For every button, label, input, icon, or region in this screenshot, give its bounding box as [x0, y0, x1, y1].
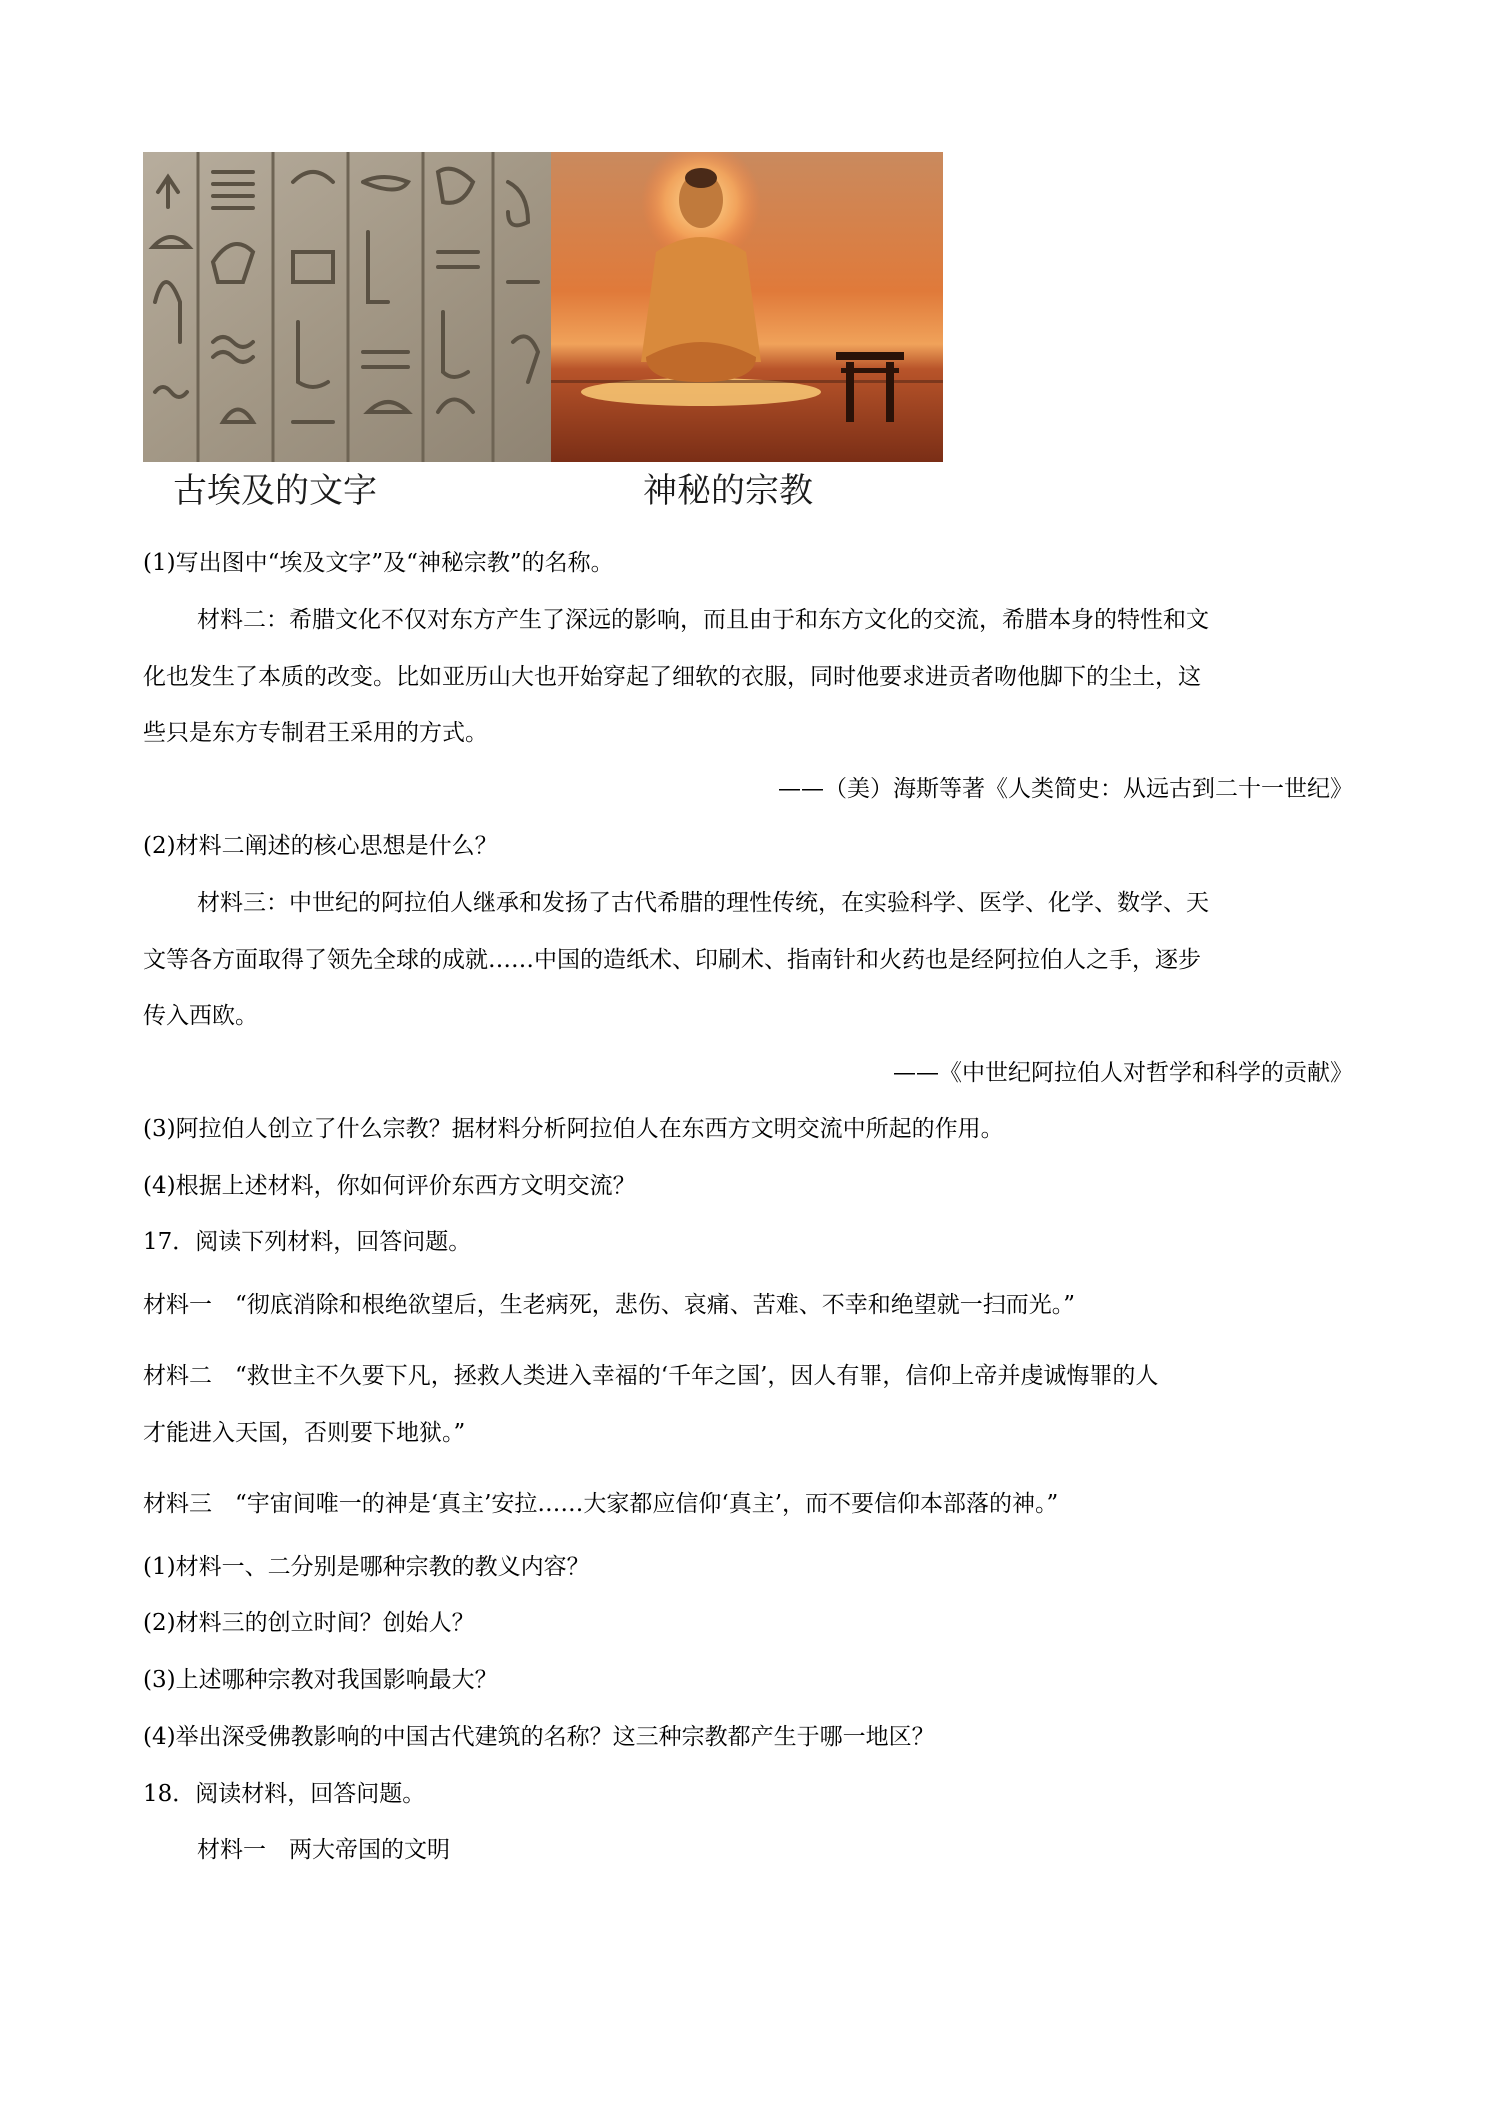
- buddha-image: [551, 152, 943, 462]
- question-heading: 18．阅读材料，回答问题。: [143, 1781, 426, 1807]
- material-line: 传入西欧。: [143, 1003, 258, 1029]
- question-line: (4)举出深受佛教影响的中国古代建筑的名称？这三种宗教都产生于哪一地区？: [143, 1724, 935, 1750]
- citation-line: ——（美）海斯等著《人类简史：从远古到二十一世纪》: [778, 776, 1353, 802]
- question-line: (4)根据上述材料，你如何评价东西方文明交流？: [143, 1173, 636, 1199]
- citation-line: ——《中世纪阿拉伯人对哲学和科学的贡献》: [893, 1060, 1353, 1086]
- material-line: 材料二：希腊文化不仅对东方产生了深远的影响，而且由于和东方文化的交流，希腊本身的特性和文: [197, 607, 1209, 633]
- hieroglyph-image: [143, 152, 551, 462]
- question-line: (1)材料一、二分别是哪种宗教的教义内容？: [143, 1554, 590, 1580]
- question-line: (3)阿拉伯人创立了什么宗教？据材料分析阿拉伯人在东西方文明交流中所起的作用。: [143, 1116, 1004, 1142]
- material-line: 文等各方面取得了领先全球的成就……中国的造纸术、印刷术、指南针和火药也是经阿拉伯人之手，逐步: [143, 947, 1201, 973]
- question-line: (1)写出图中“埃及文字”及“神秘宗教”的名称。: [143, 550, 614, 576]
- figure-caption-right: 神秘的宗教: [643, 471, 813, 511]
- material-line: 些只是东方专制君王采用的方式。: [143, 720, 488, 746]
- question-line: (2)材料三的创立时间？创始人？: [143, 1610, 475, 1636]
- figure-caption-left: 古埃及的文字: [173, 471, 377, 511]
- question-line: (3)上述哪种宗教对我国影响最大？: [143, 1667, 498, 1693]
- material-line: 才能进入天国，否则要下地狱。”: [143, 1420, 466, 1446]
- question-line: (2)材料二阐述的核心思想是什么？: [143, 833, 498, 859]
- material-line: 材料三：中世纪的阿拉伯人继承和发扬了古代希腊的理性传统，在实验科学、医学、化学、数学、天: [197, 890, 1209, 916]
- material-line: 化也发生了本质的改变。比如亚历山大也开始穿起了细软的衣服，同时他要求进贡者吻他脚下的尘土，这: [143, 664, 1201, 690]
- figure: [143, 152, 943, 522]
- material-line: 材料三 “宇宙间唯一的神是‘真主’安拉……大家都应信仰‘真主’，而不要信仰本部落的神。”: [143, 1491, 1059, 1517]
- question-heading: 17．阅读下列材料，回答问题。: [143, 1229, 472, 1255]
- material-line: 材料一 两大帝国的文明: [197, 1837, 450, 1863]
- material-line: 材料二 “救世主不久要下凡，拯救人类进入幸福的‘千年之国’，因人有罪，信仰上帝并虔诚悔罪的人: [143, 1363, 1159, 1389]
- material-line: 材料一 “彻底消除和根绝欲望后，生老病死，悲伤、哀痛、苦难、不幸和绝望就一扫而光。”: [143, 1292, 1076, 1318]
